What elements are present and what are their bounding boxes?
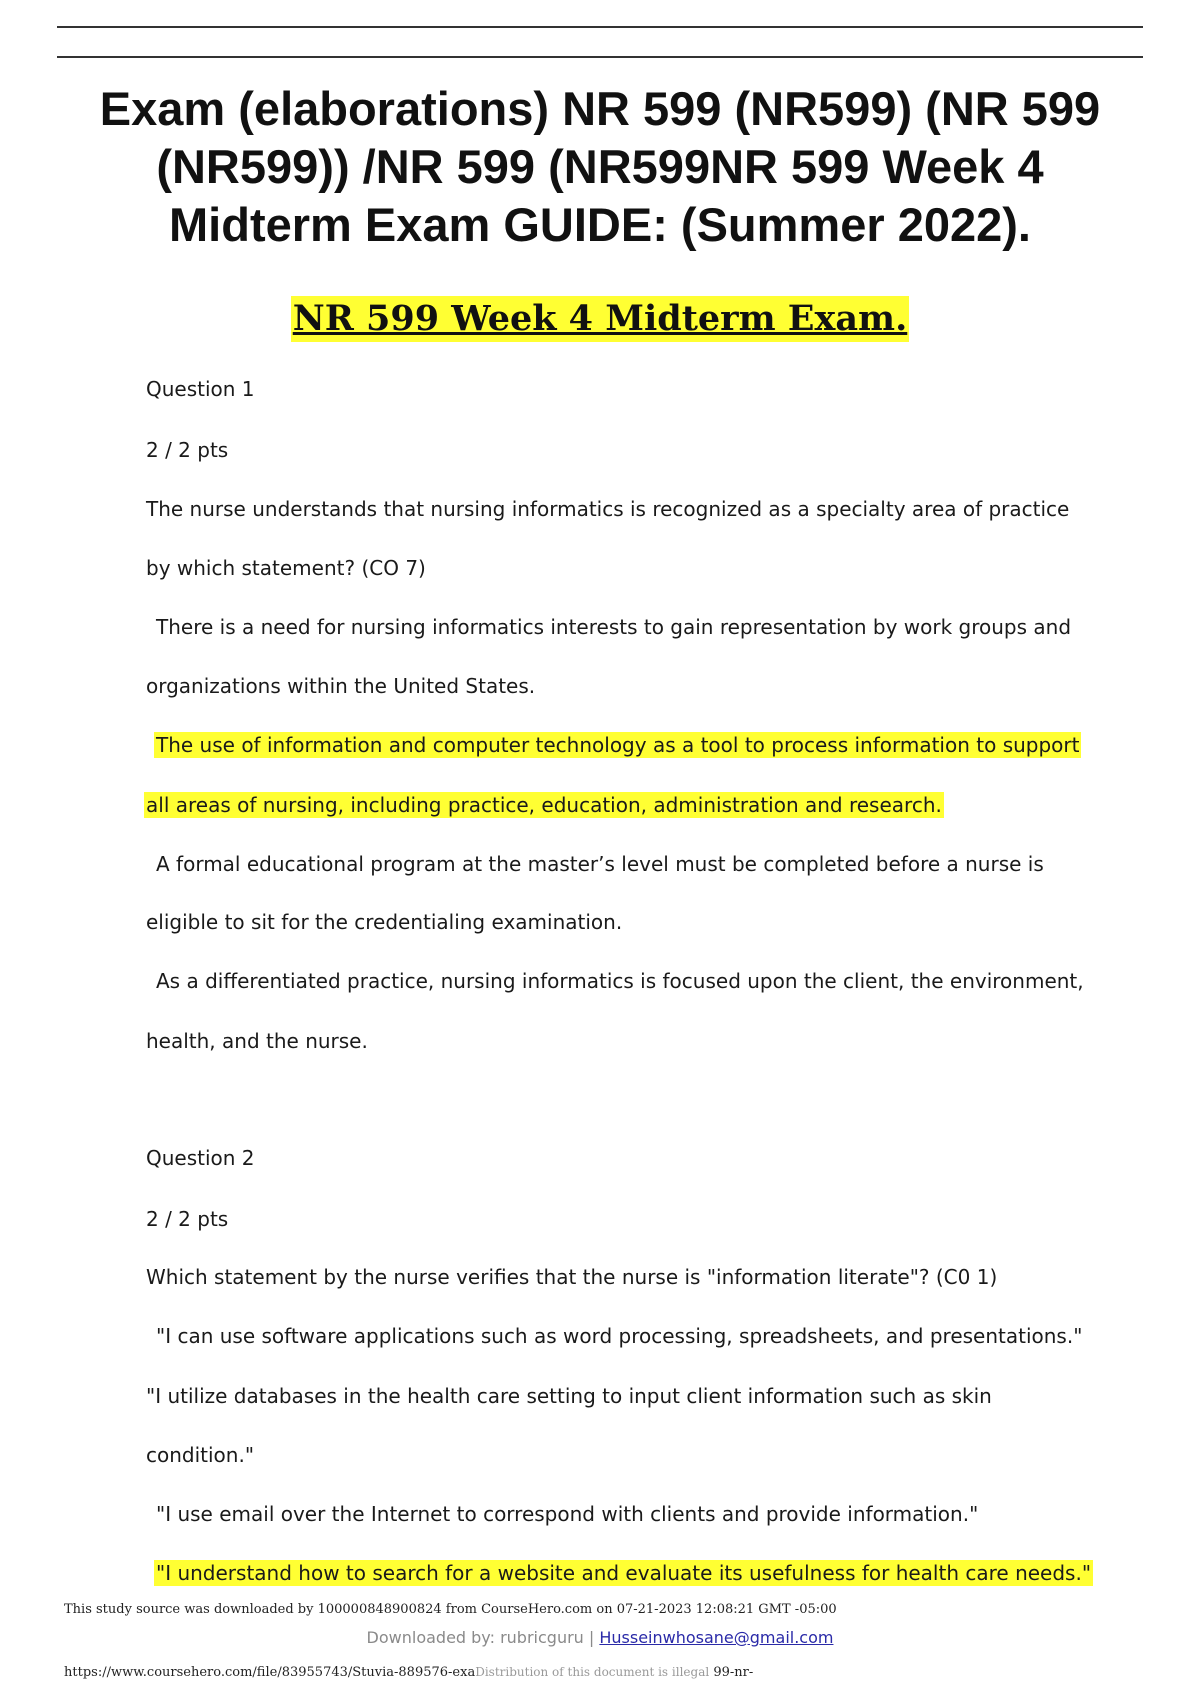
answer-option: eligible to sit for the credentialing examination. [146,910,623,934]
downloaded-by-text: Downloaded by: rubricguru | [366,1628,600,1647]
title-line: (NR599)) /NR 599 (NR599NR 599 Week 4 [156,140,1044,193]
answer-option-correct [156,730,1081,760]
answer-option-correct [146,790,944,820]
source-note: This study source was downloaded by 100000848900824 from CourseHero.com on 07-21-2023 12:08:21 GMT -05:00 [64,1602,837,1617]
answer-option: "I utilize databases in the health care setting to input client information such as skin [146,1384,992,1408]
question-label: Question 2 [146,1146,255,1170]
question-prompt: The nurse understands that nursing informatics is recognized as a specialty area of practice [146,497,1070,521]
document-title [60,80,1140,254]
top-rule-second [57,56,1143,58]
email-link[interactable]: Husseinwhosane@gmail.com [599,1628,834,1647]
highlighted-answer: The use of information and computer technology as a tool to process information to support [156,733,1080,757]
question-prompt: by which statement? (CO 7) [146,556,426,580]
source-url [64,1665,753,1680]
answer-option: There is a need for nursing informatics interests to gain representation by work groups and [156,615,1072,639]
highlighted-answer: all areas of nursing, including practice, education, administration and research. [146,793,942,817]
download-note [0,1628,1200,1647]
source-url-text[interactable]: https://www.coursehero.com/file/83955743/Stuvia-889576-exa [64,1665,476,1680]
answer-option: As a differentiated practice, nursing informatics is focused upon the client, the environment, [156,969,1084,993]
document-subtitle: NR 599 Week 4 Midterm Exam. [291,296,910,342]
title-line: Exam (elaborations) NR 599 (NR599) (NR 599 [99,82,1101,135]
question-points: 2 / 2 pts [146,438,229,462]
source-url-tail: 99-nr- [709,1665,754,1680]
question-label: Question 1 [146,377,255,401]
answer-option: A formal educational program at the master’s level must be completed before a nurse is [156,852,1044,876]
question-points: 2 / 2 pts [146,1207,229,1231]
answer-option-correct [156,1558,1093,1588]
answer-option: "I can use software applications such as word processing, spreadsheets, and presentations." [156,1324,1083,1348]
watermark-overlay-text: Distribution of this document is illegal [475,1665,710,1679]
title-line: Midterm Exam GUIDE: (Summer 2022). [169,198,1031,251]
question-prompt: Which statement by the nurse verifies that the nurse is "information literate"? (C0 1) [146,1265,998,1289]
answer-option: organizations within the United States. [146,674,536,698]
highlighted-answer: "I understand how to search for a website and evaluate its usefulness for health care needs." [156,1561,1092,1585]
subtitle-container [0,296,1200,342]
answer-option: "I use email over the Internet to correspond with clients and provide information." [156,1502,979,1526]
top-rule [57,26,1143,28]
answer-option: condition." [146,1443,255,1467]
answer-option: health, and the nurse. [146,1029,368,1053]
